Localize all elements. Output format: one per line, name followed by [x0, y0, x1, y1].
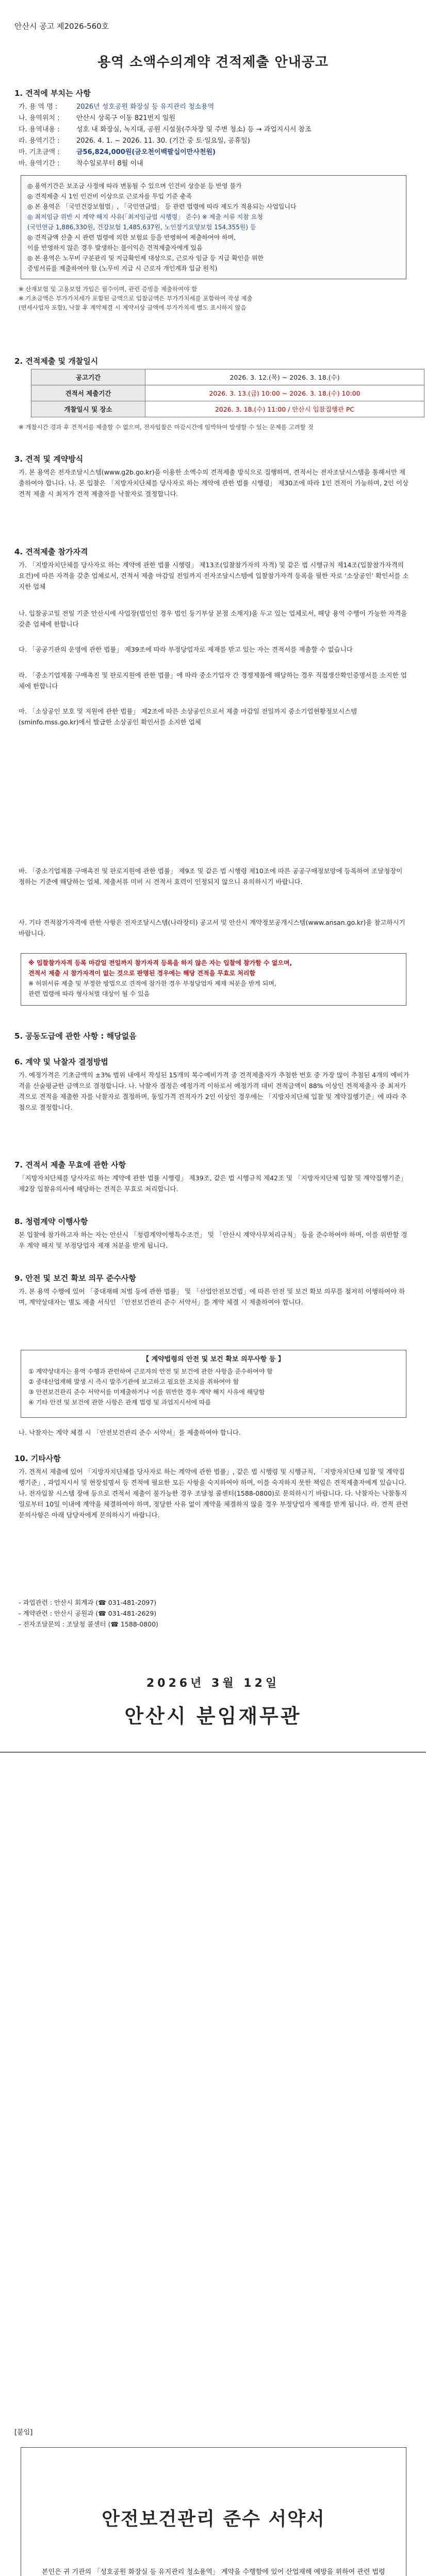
attachment-label: [붙임] — [14, 2429, 33, 2436]
section-4-para: 가. 「지방자치단체를 당사자로 하는 계약에 관한 법률 시행령」 제13조(입찰참가자의 자격) 및 같은 법 시행규칙 제14조(입찰참가자격의 요건)에 따른 자격을 갖춘 업체로서, 견적서 제출 마감일 전일까지 전자조달시스템에 입찰참가자격 등록을 필한 자로 ‘소상공인’ 확인서를 소지한 업체 — [19, 561, 409, 590]
safety-line: ③ 안전보건관리 준수 서약서를 미제출하거나 이를 위반한 경우 계약 해지 사유에 해당함 — [28, 1388, 265, 1396]
condition-line: (국민연금 1,886,330원, 건강보험 1,485,637원, 노인장기요양보험 154,355원) 등 — [27, 224, 256, 231]
condition-line: ◎ 본 용역은 노무비 구분관리 및 지급확인제 대상으로, 근로자 임금 등 지급 확인을 위한 — [27, 255, 264, 262]
condition-line: ◎ 본 용역은 「국민건강보험법」, 「국민연금법」 등 관련 법령에 따라 제도가 적용되는 사업입니다 — [27, 203, 297, 210]
table-cell-value: 2026. 3. 12.(목) ~ 2026. 3. 18.(수) — [145, 369, 424, 385]
note-line: ※ 기초금액은 부가가치세가 포함된 금액으로 입찰금액은 부가가치세를 포함하여 작성 제출 — [19, 295, 253, 302]
table-cell-value: 2026. 3. 13.(금) 10:00 ~ 2026. 3. 18.(수) 10:00 — [145, 385, 424, 401]
condition-line: ◎ 견적금액 산출 시 관련 법령에 의한 보험료 등을 반영하여 제출하여야 하며, — [27, 234, 236, 241]
section-10-heading: 10. 기타사항 — [14, 1454, 61, 1463]
table-cell-value: 2026. 3. 18.(수) 11:00 / 안산시 입찰집행관 PC — [145, 401, 424, 417]
section-10-text: 가. 견적서 제출에 있어 「지방자치단체를 당사자로 하는 계약에 관한 법률」, 같은 법 시행령 및 시행규칙, 「지방자치단체 입찰 및 계약집행기준」, 과업지시서 및 현장설명서 등 견적에 필요한 모든 사항을 숙지하여야 하며, 이를 숙지하지 못한 책임은 견적제출자에게 있습니다. 나. 전자입찰 시스템 장애 등으로 견적서 제출이 불가능한 경우 조달청 콜센터(1588-0800)로 문의하시기 바랍니다. 다. 낙찰자는 낙찰통지일로부터 10일 이내에 계약을 체결하여야 하며, 정당한 사유 없이 계약을 체결하지 않을 경우 부정당업자 제재를 받게 됩니다. 라. 견적 관련 문의사항은 아래 담당자에게 문의하시기 바랍니다. — [19, 1468, 408, 1519]
section-9-text: 가. 본 용역 수행에 있어 「중대재해 처벌 등에 관한 법률」 및 「산업안전보건법」에 따른 안전 및 보건 확보 의무를 철저히 이행하여야 하며, 계약상대자는 별도 제출 서식인 「안전보건관리 준수 서약서」를 계약 체결 시 제출하여야 합니다. — [19, 1287, 405, 1306]
section-7-text: 「지방자치단체를 당사자로 하는 계약에 관한 법률 시행령」 제39조, 같은 법 시행규칙 제42조 및 「지방자치단체 입찰 및 계약집행기준」 제2장 입찰유의서에 해당하는 견적은 무효로 처리합니다. — [19, 1174, 407, 1193]
section-4-para: 라. 「중소기업제품 구매촉진 및 판로지원에 관한 법률」에 따라 중소기업자 간 경쟁제품에 해당하는 경우 직접생산확인증명서를 소지한 업체에 한합니다 — [19, 671, 407, 690]
table-cell-label: 견적서 제출기간 — [31, 385, 145, 401]
safety-line: ④ 기타 안전 및 보건에 관한 사항은 관계 법령 및 과업지시서에 따름 — [28, 1399, 211, 1406]
contacts-list — [19, 1597, 411, 1630]
section-4-para: 마. 「소상공인 보호 및 지원에 관한 법률」 제2조에 따른 소상공인으로서 제출 마감일 전일까지 중소기업현황정보시스템(sminfo.mss.go.kr)에서 발급한 소상공인 확인서를 소지한 업체 — [19, 707, 357, 726]
page-divider — [0, 1752, 426, 1753]
conditions-box — [21, 175, 406, 279]
section-1-heading: 1. 견적에 부치는 사항 — [14, 89, 91, 98]
section-3-text: 가. 본 용역은 전자조달시스템(www.g2b.go.kr)을 이용한 소액수의 견적제출 방식으로 집행하며, 견적서는 전자조달시스템을 통해서만 제출하여야 합니다. 나. 본 입찰은 「지방자치단체를 당사자로 하는 계약에 관한 법률 시행령」 제30조에 따라 1인 견적이 가능하며, 2인 이상 견적 제출 시 최저가 견적 제출자를 낙찰자로 결정합니다. — [19, 468, 409, 498]
page-title: 용역 소액수의계약 견적제출 안내공고 — [97, 55, 329, 70]
contact-line: - 계약관련 : 안산시 공원과 (☎ 031-481-2629) — [19, 1609, 157, 1617]
note-line: ※ 산재보험 및 고용보험 가입은 필수이며, 관련 증빙을 제출하여야 함 — [19, 285, 198, 293]
pledge-title: 안전보건관리 준수 서약서 — [102, 2509, 325, 2530]
contact-line: - 전자조달문의 : 조달청 콜센터 (☎ 1588-0800) — [19, 1620, 158, 1628]
contact-line: - 과업관련 : 안산시 회계과 (☎ 031-481-2097) — [19, 1599, 157, 1606]
section-4-para: 다. 「공공기관의 운영에 관한 법률」 제39조에 따라 부정당업자로 제재를 받고 있는 자는 견적서를 제출할 수 없습니다 — [19, 646, 353, 653]
item-content: 다. 용역내용 : 성호 내 화장실, 녹지대, 공원 시설물(주차장 및 주변 청소) 등 → 과업지시서 참조 — [19, 126, 312, 133]
condition-line: 이를 반영하지 않은 경우 발생하는 불이익은 견적제출자에게 있음 — [27, 244, 203, 251]
issuer-name: 안산시 분임재무관 — [124, 1705, 302, 1727]
table-row — [31, 385, 424, 401]
condition-line: 증빙서류를 제출하여야 함 (노무비 지급 시 근로자 개인계좌 입금 원칙) — [27, 265, 218, 272]
section-6-heading: 6. 계약 및 낙찰자 결정방법 — [14, 1057, 108, 1066]
safety-line: ① 계약상대자는 용역 수행과 관련하여 근로자의 안전 및 보건에 관한 사항을 준수하여야 함 — [28, 1368, 273, 1375]
section-3-heading: 3. 견적 및 계약방식 — [14, 454, 84, 464]
schedule-table — [31, 369, 424, 417]
item-period: 라. 용역기간 : 2026. 4. 1. ~ 2026. 11. 30. (기간 중 토·일요일, 공휴일) — [19, 137, 250, 145]
warning-line: 견적서 제출 시 참가자격이 없는 것으로 판명된 경우에는 해당 견적을 무효로 처리함 — [28, 970, 256, 977]
section-4-para: 나. 입찰공고일 전일 기준 안산시에 사업장(법인인 경우 법인 등기부상 본점 소재지)을 두고 있는 업체로서, 해당 용역 수행이 가능한 자격을 갖춘 업체에 한합니다 — [19, 609, 407, 628]
condition-line: ◎ 최저임금 위반 시 계약 해지 사유(「최저임금법 시행령」 준수) ※ 제출 서류 지참 요청 — [27, 213, 263, 221]
notice-number: 안산시 공고 제2026-560호 — [14, 22, 109, 31]
safety-line: ② 중대산업재해 발생 시 즉시 발주기관에 보고하고 필요한 조치를 취하여야 함 — [28, 1378, 239, 1385]
table-row — [31, 369, 424, 385]
section-1-notes — [19, 284, 411, 312]
pledge-para-1: 본인은 귀 기관의 「성호공원 화장실 등 유지관리 청소용역」 계약을 수행함에 있어 산업재해 예방을 위하여 관련 법령 — [42, 2568, 385, 2576]
note-line: (면세사업자 포함), 낙찰 후 계약체결 시 계약서상 금액에 부가가치세 별도 표시하지 않음 — [19, 304, 247, 311]
section-4-heading: 4. 견적제출 참가자격 — [14, 547, 88, 556]
safety-box — [21, 1350, 406, 1418]
pledge-form — [21, 2447, 406, 2576]
section-2-note: ※ 개찰시간 경과 후 견적서를 제출할 수 없으며, 전자입찰은 마감시간에 임박하여 발생할 수 있는 문제를 고려할 것 — [19, 423, 314, 431]
warning-box — [21, 953, 406, 1006]
table-row — [31, 401, 424, 417]
table-cell-label: 공고기간 — [31, 369, 145, 385]
section-4-sub: 사. 기타 견적참가자격에 관한 사항은 전자조달시스템(나라장터) 공고서 및 안산시 계약정보공개시스템(www.ansan.go.kr)을 참고하시기 바랍니다. — [19, 919, 405, 937]
notice-date: 2026년 3월 12일 — [146, 1677, 280, 1690]
item-location: 나. 용역위치 : 안산시 상록구 이동 821번지 일원 — [19, 114, 176, 122]
item-base-amount: 마. 기초금액 : 금56,824,000원(금오천이백팔십이만사천원) — [19, 148, 216, 156]
warning-line: ※ 허위서류 제출 및 부정한 방법으로 견적에 참가한 경우 부정당업자 제재 처분을 받게 되며, — [28, 980, 276, 987]
warning-line: 관련 법령에 따라 형사처벌 대상이 될 수 있음 — [28, 990, 150, 997]
safety-box-title: 【 계약법령의 안전 및 보건 확보 의무사항 등 】 — [142, 1355, 285, 1363]
item-duration: 바. 용역기간 : 착수일로부터 8월 이내 — [19, 160, 143, 167]
section-9-heading: 9. 안전 및 보건 확보 의무 준수사항 — [14, 1274, 136, 1283]
condition-line: ◎ 견적제출 시 1인 인건비 이상으로 근로자를 투입 기준 충족 — [27, 193, 192, 200]
condition-line: ◎ 용역기간은 보조금 사정에 따라 변동될 수 있으며 인건비 상승분 등 반영 불가 — [27, 182, 242, 190]
section-5-heading: 5. 공동도급에 관한 사항 : 해당없음 — [14, 1031, 137, 1041]
section-8-text: 본 입찰에 참가하고자 하는 자는 안산시 「청렴계약이행특수조건」 및 「안산시 계약사무처리규칙」 등을 준수하여야 하며, 이를 위반할 경우 계약 해지 및 부정당업자 제재 처분을 받게 됩니다. — [19, 1231, 407, 1249]
warning-line: ※ 입찰참가자격 등록 마감일 전일까지 참가자격 등록을 하지 않은 자는 입찰에 참가할 수 없으며, — [28, 959, 292, 967]
section-8-heading: 8. 청렴계약 이행사항 — [14, 1217, 88, 1226]
section-4-sub: 바. 「중소기업제품 구매촉진 및 판로지원에 관한 법률」 제9조 및 같은 법 시행령 제10조에 따른 공공구매정보망에 등록하여 조달청장이 정하는 기준에 해당하는 업체. 제출서류 미비 시 견적서 효력이 인정되지 않으니 유의하시기 바랍니다. — [19, 867, 403, 886]
section-7-heading: 7. 견적서 제출 무효에 관한 사항 — [14, 1160, 126, 1170]
section-2-heading: 2. 견적제출 및 개찰일시 — [14, 357, 99, 366]
section-6-text: 가. 예정가격은 기초금액의 ±3% 범위 내에서 작성된 15개의 복수예비가격 중 견적제출자가 추첨한 번호 중 가장 많이 추첨된 4개의 예비가격을 산술평균한 금액으로 결정합니다. 나. 낙찰자 결정은 예정가격 이하로서 예정가격 대비 견적금액이 88% 이상인 견적제출자 중 최저가격으로 견적을 제출한 자를 낙찰자로 결정하며, 동일가격 견적자가 2인 이상인 경우에는 「지방자치단체 입찰 및 계약집행기준」에 따라 추첨으로 결정합니다. — [19, 1071, 409, 1111]
item-service-name: 가. 용 역 명 : 2026년 성호공원 화장실 등 유지관리 청소용역 — [19, 103, 215, 111]
table-cell-label: 개찰일시 및 장소 — [31, 401, 145, 417]
section-9-text-2: 나. 낙찰자는 계약 체결 시 「안전보건관리 준수 서약서」를 제출하여야 합니다. — [19, 1429, 241, 1436]
